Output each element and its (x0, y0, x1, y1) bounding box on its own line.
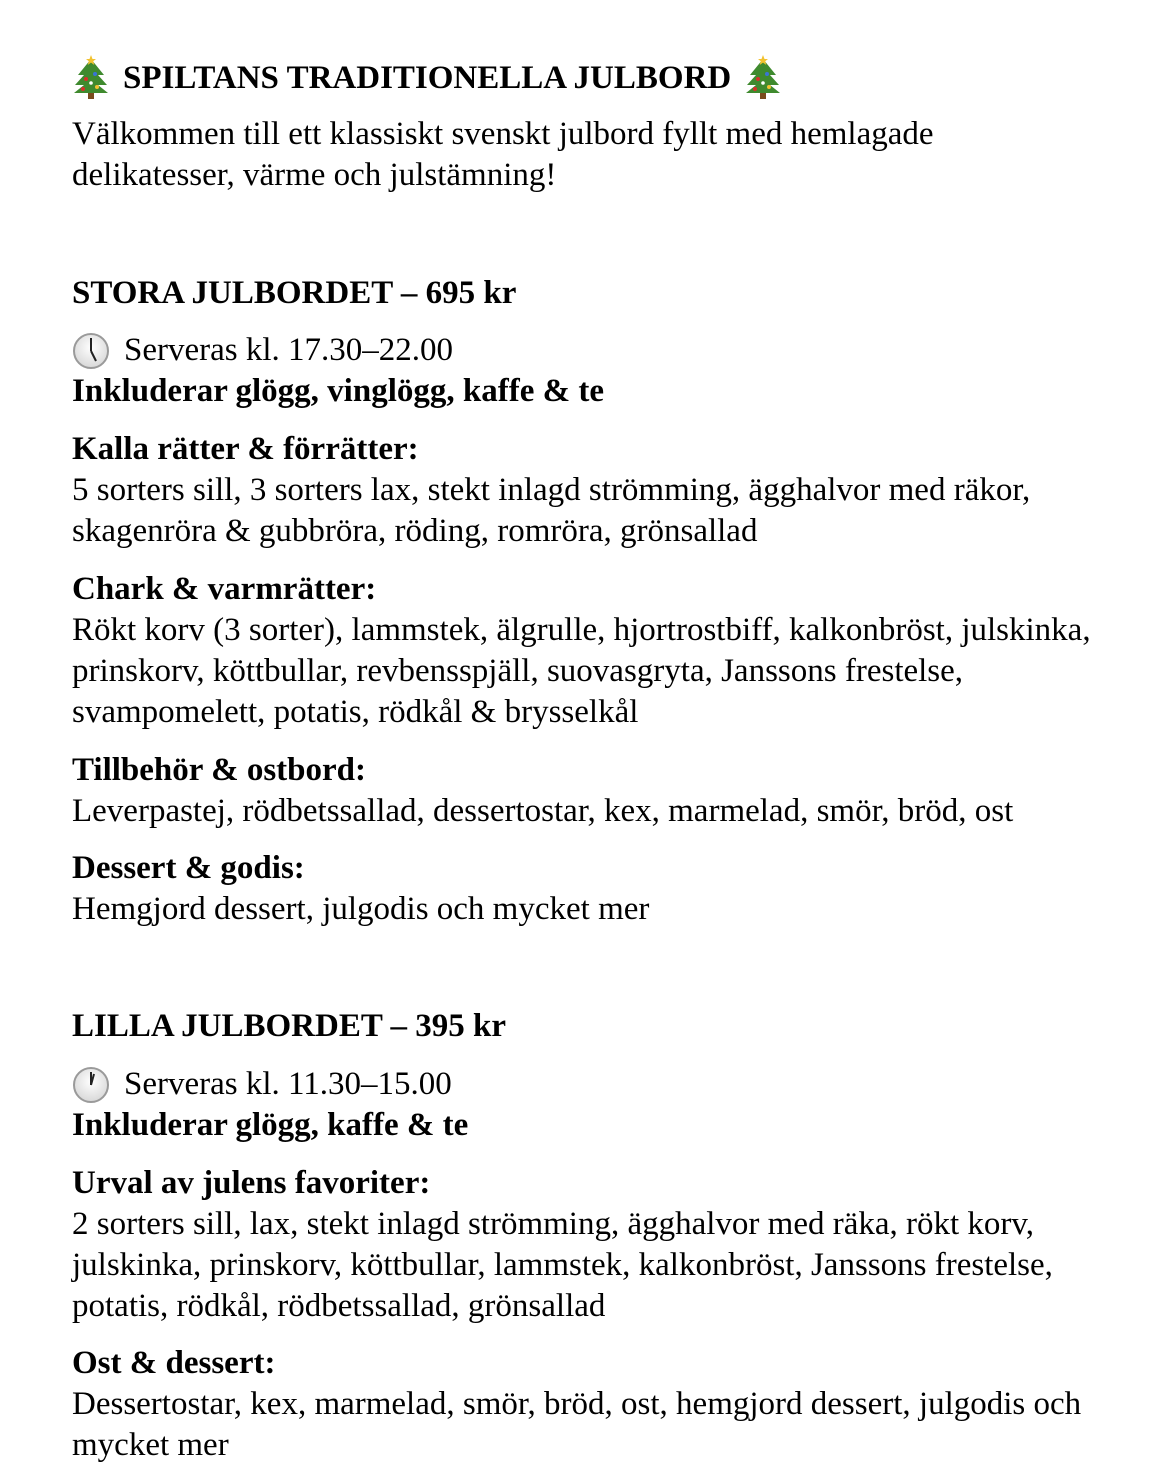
category-items: Dessertostar, kex, marmelad, smör, bröd, ost, hemgjord dessert, julgodis och mycket mer (72, 1386, 1082, 1463)
category-items: 2 sorters sill, lax, stekt inlagd strömming, ägghalvor med räka, rökt korv, julskinka, prinskorv, köttbullar, lammstek, kalkonbröst, Janssons frestelse, potatis, rödkål, rödbetssallad, grönsallad (72, 1206, 1053, 1324)
title-text: SPILTANS TRADITIONELLA JULBORD (123, 60, 732, 96)
menu-title-lilla: LILLA JULBORDET – 395 kr (72, 1008, 506, 1044)
category-items: Hemgjord dessert, julgodis och mycket mer (72, 891, 650, 927)
includes-stora: Inkluderar glögg, vinglögg, kaffe & te (72, 373, 604, 409)
category-kalla-ratter (72, 429, 1122, 552)
category-urval-favoriter (72, 1163, 1122, 1327)
category-heading: Chark & varmrätter: (72, 571, 377, 607)
serving-time-text: Serveras kl. 17.30–22.00 (124, 332, 454, 368)
clock-icon (72, 1066, 110, 1104)
category-tillbehor-ostbord (72, 750, 1122, 832)
category-dessert-godis (72, 848, 1122, 930)
category-chark-varmratter (72, 569, 1122, 733)
includes-lilla: Inkluderar glögg, kaffe & te (72, 1107, 469, 1143)
christmas-tree-icon (744, 55, 782, 101)
intro-text: Välkommen till ett klassiskt svenskt julbord fyllt med hemlagade delikatesser, värme och julstämning! (72, 116, 934, 193)
category-ost-dessert (72, 1343, 1122, 1466)
serving-time-lilla (72, 1064, 452, 1105)
category-heading: Urval av julens favoriter: (72, 1165, 431, 1201)
serving-time-stora (72, 330, 453, 371)
christmas-tree-icon (72, 55, 110, 101)
clock-icon (72, 332, 110, 370)
category-heading: Tillbehör & ostbord: (72, 752, 366, 788)
page-title (72, 52, 782, 104)
category-heading: Dessert & godis: (72, 850, 305, 886)
category-items: Leverpastej, rödbetssallad, dessertostar, kex, marmelad, smör, bröd, ost (72, 793, 1014, 829)
menu-title-stora: STORA JULBORDET – 695 kr (72, 275, 517, 311)
category-items: Rökt korv (3 sorter), lammstek, älgrulle, hjortrostbiff, kalkonbröst, julskinka, prinskorv, köttbullar, revbensspjäll, suovasgryta, Janssons frestelse, svampomelett, potatis, rödkål & brysselkål (72, 612, 1091, 730)
category-heading: Ost & dessert: (72, 1345, 276, 1381)
category-items: 5 sorters sill, 3 sorters lax, stekt inlagd strömming, ägghalvor med räkor, skagenröra & gubbröra, röding, romröra, grönsallad (72, 472, 1031, 549)
category-heading: Kalla rätter & förrätter: (72, 431, 419, 467)
serving-time-text: Serveras kl. 11.30–15.00 (124, 1066, 452, 1102)
